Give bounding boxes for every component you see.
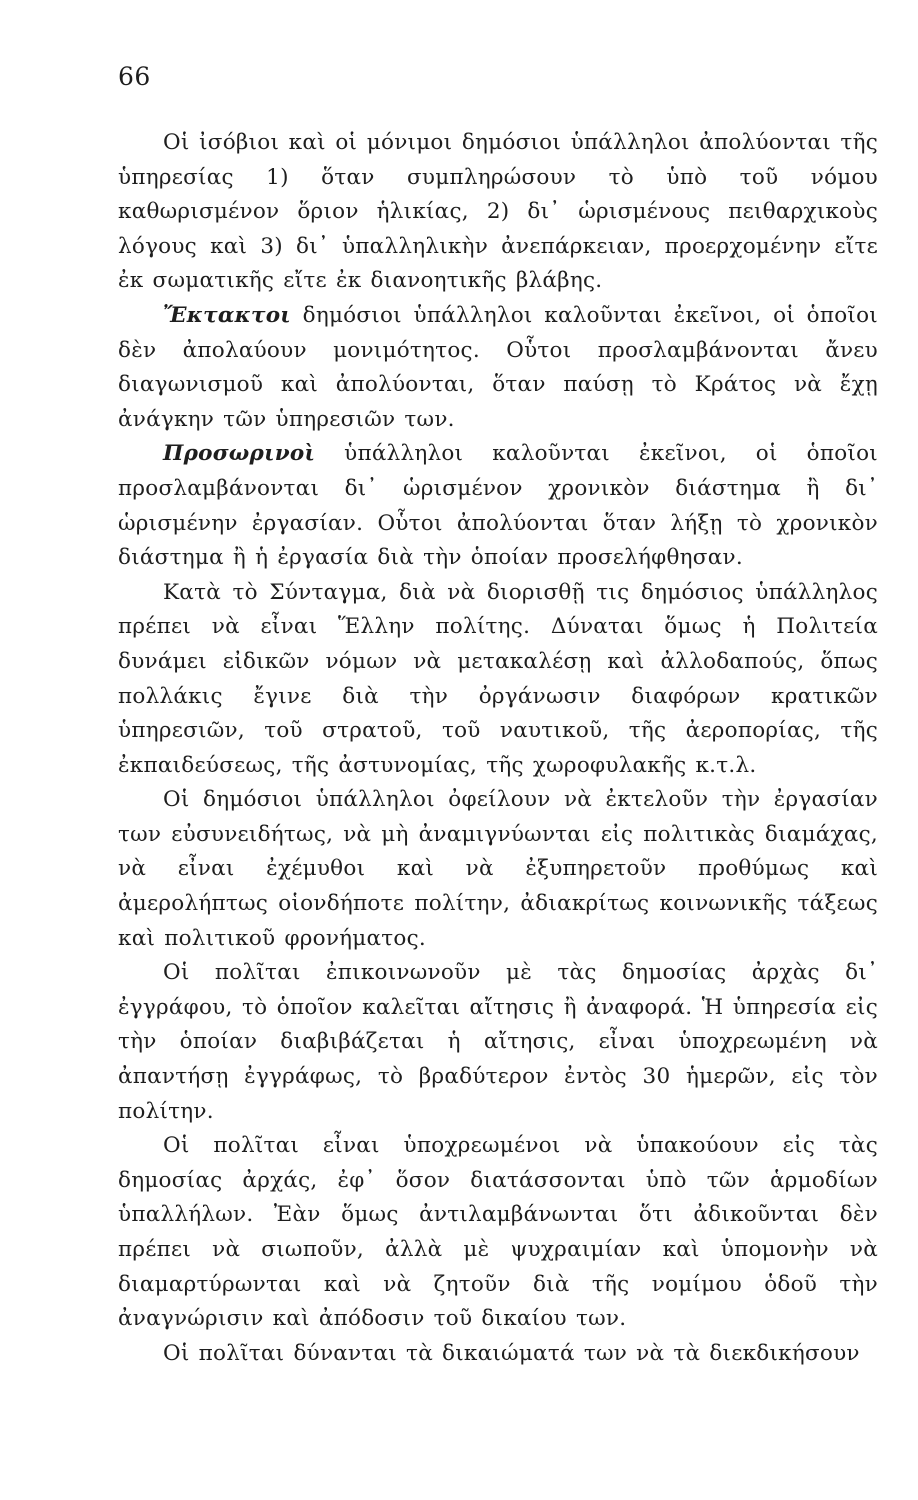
body-text [118,126,878,1371]
paragraph-temporary-employees [118,299,878,437]
paragraph-duties [118,783,878,956]
paragraph-text: Οἱ ἰσόβιοι καὶ οἱ μόνιμοι δημόσιοι ὑπάλληλοι ἀπολύονται τῆς ὑπηρεσίας 1) ὅταν συμπληρώσουν τὸ ὑπὸ τοῦ νόμου καθωρισμένον ὅριον ἡλικίας, 2) δι᾽ ὡρισμένους πειθαρχικοὺς λόγους καὶ 3) δι᾽ ὑπαλληλικὴν ἀνεπάρκειαν, προερχομένην εἴτε ἐκ σωματικῆς εἴτε ἐκ διανοητικῆς βλάβης. [118,130,878,294]
term-ektaktoi: Ἔκτακτοι [163,302,291,328]
paragraph-constitution [118,576,878,784]
term-prosorinoi: Προσωρινοὶ [163,441,316,467]
paragraph-obedience [118,1129,878,1337]
paragraph-text: Οἱ πολῖται εἶναι ὑποχρεωμένοι νὰ ὑπακούουν εἰς τὰς δημοσίας ἀρχάς, ἐφ᾽ ὅσον διατάσσονται ὑπὸ τῶν ἁρμοδίων ὑπαλλήλων. Ἐὰν ὅμως ἀντιλαμβάνωνται ὅτι ἀδικοῦνται δὲν πρέπει νὰ σιωποῦν, ἀλλὰ μὲ ψυχραιμίαν καὶ ὑπομονὴν νὰ διαμαρτύρωνται καὶ νὰ ζητοῦν διὰ τῆς νομίμου ὁδοῦ τὴν ἀναγνώρισιν καὶ ἀπόδοσιν τοῦ δικαίου των. [118,1133,878,1332]
paragraph-permanent-employees [118,126,878,299]
paragraph-provisional-employees [118,437,878,575]
paragraph-text: ὑπάλληλοι καλοῦνται ἐκεῖνοι, οἱ ὁποῖοι προσλαμβάνονται δι᾽ ὡρισμένον χρονικὸν διάστημα ἢ δι᾽ ὡρισμένην ἐργασίαν. Οὗτοι ἀπολύονται ὅταν λήξῃ τὸ χρονικὸν διάστημα ἢ ἡ ἐργασία διὰ τὴν ὁποίαν προσελήφθησαν. [118,441,878,571]
paragraph-text: Οἱ πολῖται ἐπικοινωνοῦν μὲ τὰς δημοσίας ἀρχὰς δι᾽ ἐγγράφου, τὸ ὁποῖον καλεῖται αἴτησις ἢ ἀναφορά. Ἡ ὑπηρεσία εἰς τὴν ὁποίαν διαβιβάζεται ἡ αἴτησις, εἶναι ὑποχρεωμένη νὰ ἀπαντήσῃ ἐγγράφως, τὸ βραδύτερον ἐντὸς 30 ἡμερῶν, εἰς τὸν πολίτην. [118,960,878,1124]
paragraph-text: Οἱ πολῖται δύνανται τὰ δικαιώματά των νὰ τὰ διεκδικήσουν [163,1340,860,1366]
paragraph-text: Κατὰ τὸ Σύνταγμα, διὰ νὰ διορισθῇ τις δημόσιος ὑπάλληλος πρέπει νὰ εἶναι Ἕλλην πολίτης. Δύναται ὅμως ἡ Πολιτεία δυνάμει εἰδικῶν νόμων νὰ μετακαλέσῃ καὶ ἀλλοδαπούς, ὅπως πολλάκις ἔγινε διὰ τὴν ὀργάνωσιν διαφόρων κρατικῶν ὑπηρεσιῶν, τοῦ στρατοῦ, τοῦ ναυτικοῦ, τῆς ἀεροπορίας, τῆς ἐκπαιδεύσεως, τῆς ἀστυνομίας, τῆς χωροφυλακῆς κ.τ.λ. [118,579,878,778]
paragraph-rights [118,1337,878,1372]
paragraph-text: Οἱ δημόσιοι ὑπάλληλοι ὀφείλουν νὰ ἐκτελοῦν τὴν ἐργασίαν των εὐσυνειδήτως, νὰ μὴ ἀναμιγνύωνται εἰς πολιτικὰς διαμάχας, νὰ εἶναι ἐχέμυθοι καὶ νὰ ἐξυπηρετοῦν προθύμως καὶ ἀμερολήπτως οἱονδήποτε πολίτην, ἀδιακρίτως κοινωνικῆς τάξεως καὶ πολιτικοῦ φρονήματος. [118,787,878,951]
paragraph-petitions [118,956,878,1129]
paragraph-text: δημόσιοι ὑπάλληλοι καλοῦνται ἐκεῖνοι, οἱ ὁποῖοι δὲν ἀπολαύουν μονιμότητος. Οὗτοι προσλαμβάνονται ἄνευ διαγωνισμοῦ καὶ ἀπολύονται, ὅταν παύσῃ τὸ Κράτος νὰ ἔχῃ ἀνάγκην τῶν ὑπηρεσιῶν των. [118,302,878,432]
page-number: 66 [118,62,151,91]
